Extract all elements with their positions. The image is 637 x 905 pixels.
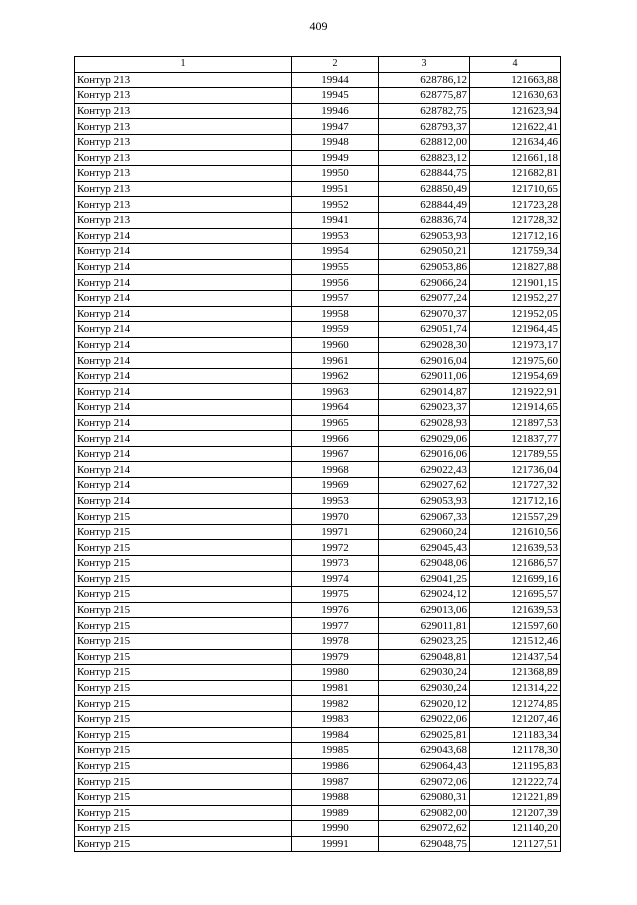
y-coordinate-cell: 121901,15 [470, 275, 561, 291]
point-number-cell: 19951 [292, 181, 379, 197]
contour-name-cell: Контур 215 [75, 743, 292, 759]
x-coordinate-cell: 629023,37 [379, 400, 470, 416]
table-row [75, 166, 561, 182]
point-number-cell: 19990 [292, 821, 379, 837]
table-row [75, 618, 561, 634]
point-number-cell: 19941 [292, 212, 379, 228]
contour-name-cell: Контур 215 [75, 774, 292, 790]
contour-name-cell: Контур 214 [75, 275, 292, 291]
y-coordinate-cell: 121207,46 [470, 711, 561, 727]
point-number-cell: 19954 [292, 244, 379, 260]
y-coordinate-cell: 121952,27 [470, 290, 561, 306]
y-coordinate-cell: 121178,30 [470, 743, 561, 759]
x-coordinate-cell: 629023,25 [379, 633, 470, 649]
table-body [75, 72, 561, 852]
point-number-cell: 19991 [292, 836, 379, 852]
contour-name-cell: Контур 214 [75, 322, 292, 338]
table-row [75, 88, 561, 104]
contour-name-cell: Контур 215 [75, 696, 292, 712]
table-row [75, 805, 561, 821]
point-number-cell: 19955 [292, 259, 379, 275]
contour-name-cell: Контур 215 [75, 665, 292, 681]
x-coordinate-cell: 629070,37 [379, 306, 470, 322]
contour-name-cell: Контур 214 [75, 290, 292, 306]
x-coordinate-cell: 629030,24 [379, 665, 470, 681]
table-row [75, 290, 561, 306]
y-coordinate-cell: 121597,60 [470, 618, 561, 634]
y-coordinate-cell: 121973,17 [470, 337, 561, 353]
x-coordinate-cell: 628793,37 [379, 119, 470, 135]
y-coordinate-cell: 121837,77 [470, 431, 561, 447]
table-row [75, 322, 561, 338]
x-coordinate-cell: 629024,12 [379, 587, 470, 603]
point-number-cell: 19959 [292, 322, 379, 338]
contour-name-cell: Контур 213 [75, 212, 292, 228]
y-coordinate-cell: 121274,85 [470, 696, 561, 712]
point-number-cell: 19965 [292, 415, 379, 431]
point-number-cell: 19977 [292, 618, 379, 634]
contour-name-cell: Контур 215 [75, 556, 292, 572]
point-number-cell: 19969 [292, 478, 379, 494]
point-number-cell: 19984 [292, 727, 379, 743]
table-row [75, 509, 561, 525]
contour-name-cell: Контур 213 [75, 150, 292, 166]
y-coordinate-cell: 121512,46 [470, 633, 561, 649]
table-row [75, 556, 561, 572]
x-coordinate-cell: 628844,75 [379, 166, 470, 182]
contour-name-cell: Контур 215 [75, 633, 292, 649]
table-row [75, 587, 561, 603]
y-coordinate-cell: 121728,32 [470, 212, 561, 228]
y-coordinate-cell: 121183,34 [470, 727, 561, 743]
x-coordinate-cell: 629022,06 [379, 711, 470, 727]
x-coordinate-cell: 629029,06 [379, 431, 470, 447]
x-coordinate-cell: 629048,75 [379, 836, 470, 852]
point-number-cell: 19962 [292, 368, 379, 384]
x-coordinate-cell: 628844,49 [379, 197, 470, 213]
x-coordinate-cell: 629053,93 [379, 228, 470, 244]
point-number-cell: 19963 [292, 384, 379, 400]
y-coordinate-cell: 121699,16 [470, 571, 561, 587]
point-number-cell: 19968 [292, 462, 379, 478]
point-number-cell: 19946 [292, 103, 379, 119]
y-coordinate-cell: 121897,53 [470, 415, 561, 431]
table-row [75, 353, 561, 369]
y-coordinate-cell: 121975,60 [470, 353, 561, 369]
x-coordinate-cell: 628782,75 [379, 103, 470, 119]
contour-name-cell: Контур 215 [75, 789, 292, 805]
contour-name-cell: Контур 214 [75, 228, 292, 244]
y-coordinate-cell: 121952,05 [470, 306, 561, 322]
table-row [75, 774, 561, 790]
x-coordinate-cell: 629066,24 [379, 275, 470, 291]
point-number-cell: 19989 [292, 805, 379, 821]
x-coordinate-cell: 629028,30 [379, 337, 470, 353]
y-coordinate-cell: 121922,91 [470, 384, 561, 400]
table-row [75, 711, 561, 727]
contour-name-cell: Контур 214 [75, 244, 292, 260]
table-row [75, 821, 561, 837]
contour-name-cell: Контур 215 [75, 540, 292, 556]
table-row [75, 306, 561, 322]
y-coordinate-cell: 121686,57 [470, 556, 561, 572]
y-coordinate-cell: 121622,41 [470, 119, 561, 135]
x-coordinate-cell: 628775,87 [379, 88, 470, 104]
contour-name-cell: Контур 214 [75, 462, 292, 478]
point-number-cell: 19953 [292, 228, 379, 244]
table-row [75, 337, 561, 353]
table-row [75, 119, 561, 135]
point-number-cell: 19974 [292, 571, 379, 587]
y-coordinate-cell: 121661,18 [470, 150, 561, 166]
x-coordinate-cell: 628786,12 [379, 72, 470, 88]
point-number-cell: 19964 [292, 400, 379, 416]
contour-name-cell: Контур 215 [75, 727, 292, 743]
table-row [75, 680, 561, 696]
contour-name-cell: Контур 215 [75, 680, 292, 696]
x-coordinate-cell: 629048,81 [379, 649, 470, 665]
table-row [75, 103, 561, 119]
x-coordinate-cell: 629030,24 [379, 680, 470, 696]
x-coordinate-cell: 629080,31 [379, 789, 470, 805]
contour-name-cell: Контур 213 [75, 166, 292, 182]
x-coordinate-cell: 629051,74 [379, 322, 470, 338]
y-coordinate-cell: 121759,34 [470, 244, 561, 260]
table-row [75, 244, 561, 260]
contour-name-cell: Контур 213 [75, 197, 292, 213]
point-number-cell: 19967 [292, 446, 379, 462]
contour-name-cell: Контур 215 [75, 587, 292, 603]
y-coordinate-cell: 121127,51 [470, 836, 561, 852]
table-row [75, 228, 561, 244]
x-coordinate-cell: 629050,21 [379, 244, 470, 260]
x-coordinate-cell: 629067,33 [379, 509, 470, 525]
table-row [75, 836, 561, 852]
contour-name-cell: Контур 214 [75, 306, 292, 322]
table-row [75, 384, 561, 400]
x-coordinate-cell: 629020,12 [379, 696, 470, 712]
contour-name-cell: Контур 214 [75, 446, 292, 462]
table-row [75, 197, 561, 213]
page-number: 409 [309, 19, 328, 33]
y-coordinate-cell: 121736,04 [470, 462, 561, 478]
y-coordinate-cell: 121195,83 [470, 758, 561, 774]
table-row [75, 696, 561, 712]
contour-name-cell: Контур 215 [75, 711, 292, 727]
x-coordinate-cell: 628812,00 [379, 134, 470, 150]
y-coordinate-cell: 121623,94 [470, 103, 561, 119]
point-number-cell: 19980 [292, 665, 379, 681]
contour-name-cell: Контур 214 [75, 478, 292, 494]
point-number-cell: 19986 [292, 758, 379, 774]
point-number-cell: 19966 [292, 431, 379, 447]
x-coordinate-cell: 629060,24 [379, 524, 470, 540]
contour-name-cell: Контур 214 [75, 337, 292, 353]
x-coordinate-cell: 629077,24 [379, 290, 470, 306]
y-coordinate-cell: 121827,88 [470, 259, 561, 275]
x-coordinate-cell: 629011,06 [379, 368, 470, 384]
x-coordinate-cell: 629013,06 [379, 602, 470, 618]
y-coordinate-cell: 121557,29 [470, 509, 561, 525]
table-row [75, 462, 561, 478]
contour-name-cell: Контур 214 [75, 368, 292, 384]
point-number-cell: 19970 [292, 509, 379, 525]
point-number-cell: 19952 [292, 197, 379, 213]
contour-name-cell: Контур 215 [75, 821, 292, 837]
x-coordinate-cell: 628823,12 [379, 150, 470, 166]
y-coordinate-cell: 121695,57 [470, 587, 561, 603]
point-number-cell: 19973 [292, 556, 379, 572]
y-coordinate-cell: 121914,65 [470, 400, 561, 416]
x-coordinate-cell: 629053,93 [379, 493, 470, 509]
contour-name-cell: Контур 214 [75, 400, 292, 416]
contour-name-cell: Контур 215 [75, 649, 292, 665]
x-coordinate-cell: 629082,00 [379, 805, 470, 821]
x-coordinate-cell: 629064,43 [379, 758, 470, 774]
point-number-cell: 19961 [292, 353, 379, 369]
contour-name-cell: Контур 215 [75, 805, 292, 821]
y-coordinate-cell: 121954,69 [470, 368, 561, 384]
x-coordinate-cell: 629016,04 [379, 353, 470, 369]
table-row [75, 212, 561, 228]
contour-name-cell: Контур 213 [75, 72, 292, 88]
table-row [75, 649, 561, 665]
contour-name-cell: Контур 215 [75, 836, 292, 852]
x-coordinate-cell: 629072,06 [379, 774, 470, 790]
table-row [75, 259, 561, 275]
table-row [75, 727, 561, 743]
point-number-cell: 19987 [292, 774, 379, 790]
table-row [75, 789, 561, 805]
contour-name-cell: Контур 213 [75, 134, 292, 150]
y-coordinate-cell: 121221,89 [470, 789, 561, 805]
point-number-cell: 19982 [292, 696, 379, 712]
column-header-2: 2 [292, 57, 379, 73]
point-number-cell: 19960 [292, 337, 379, 353]
x-coordinate-cell: 629025,81 [379, 727, 470, 743]
y-coordinate-cell: 121964,45 [470, 322, 561, 338]
contour-name-cell: Контур 215 [75, 509, 292, 525]
point-number-cell: 19949 [292, 150, 379, 166]
point-number-cell: 19953 [292, 493, 379, 509]
table-row [75, 758, 561, 774]
contour-name-cell: Контур 214 [75, 431, 292, 447]
point-number-cell: 19945 [292, 88, 379, 104]
y-coordinate-cell: 121368,89 [470, 665, 561, 681]
x-coordinate-cell: 628836,74 [379, 212, 470, 228]
y-coordinate-cell: 121663,88 [470, 72, 561, 88]
x-coordinate-cell: 629041,25 [379, 571, 470, 587]
x-coordinate-cell: 629027,62 [379, 478, 470, 494]
y-coordinate-cell: 121634,46 [470, 134, 561, 150]
point-number-cell: 19972 [292, 540, 379, 556]
x-coordinate-cell: 629014,87 [379, 384, 470, 400]
table-row [75, 633, 561, 649]
table-row [75, 368, 561, 384]
x-coordinate-cell: 629011,81 [379, 618, 470, 634]
point-number-cell: 19981 [292, 680, 379, 696]
point-number-cell: 19978 [292, 633, 379, 649]
point-number-cell: 19979 [292, 649, 379, 665]
y-coordinate-cell: 121610,56 [470, 524, 561, 540]
table-row [75, 415, 561, 431]
point-number-cell: 19985 [292, 743, 379, 759]
contour-name-cell: Контур 214 [75, 353, 292, 369]
point-number-cell: 19958 [292, 306, 379, 322]
x-coordinate-cell: 628850,49 [379, 181, 470, 197]
table-row [75, 181, 561, 197]
contour-name-cell: Контур 214 [75, 384, 292, 400]
table-row [75, 571, 561, 587]
point-number-cell: 19947 [292, 119, 379, 135]
point-number-cell: 19983 [292, 711, 379, 727]
table-row [75, 431, 561, 447]
contour-name-cell: Контур 213 [75, 181, 292, 197]
contour-name-cell: Контур 215 [75, 618, 292, 634]
y-coordinate-cell: 121712,16 [470, 228, 561, 244]
contour-name-cell: Контур 214 [75, 493, 292, 509]
table-row [75, 743, 561, 759]
contour-name-cell: Контур 215 [75, 524, 292, 540]
point-number-cell: 19950 [292, 166, 379, 182]
contour-name-cell: Контур 213 [75, 103, 292, 119]
table-row [75, 275, 561, 291]
point-number-cell: 19988 [292, 789, 379, 805]
y-coordinate-cell: 121682,81 [470, 166, 561, 182]
y-coordinate-cell: 121727,32 [470, 478, 561, 494]
point-number-cell: 19956 [292, 275, 379, 291]
table-row [75, 602, 561, 618]
y-coordinate-cell: 121789,55 [470, 446, 561, 462]
y-coordinate-cell: 121712,16 [470, 493, 561, 509]
column-header-4: 4 [470, 57, 561, 73]
table-row [75, 150, 561, 166]
y-coordinate-cell: 121222,74 [470, 774, 561, 790]
point-number-cell: 19944 [292, 72, 379, 88]
point-number-cell: 19948 [292, 134, 379, 150]
table-row [75, 478, 561, 494]
contour-name-cell: Контур 215 [75, 602, 292, 618]
y-coordinate-cell: 121437,54 [470, 649, 561, 665]
contour-name-cell: Контур 214 [75, 259, 292, 275]
y-coordinate-cell: 121140,20 [470, 821, 561, 837]
x-coordinate-cell: 629045,43 [379, 540, 470, 556]
point-number-cell: 19976 [292, 602, 379, 618]
y-coordinate-cell: 121630,63 [470, 88, 561, 104]
table-row [75, 446, 561, 462]
y-coordinate-cell: 121314,22 [470, 680, 561, 696]
y-coordinate-cell: 121710,65 [470, 181, 561, 197]
contour-name-cell: Контур 213 [75, 119, 292, 135]
table-row [75, 400, 561, 416]
x-coordinate-cell: 629072,62 [379, 821, 470, 837]
y-coordinate-cell: 121639,53 [470, 540, 561, 556]
contour-name-cell: Контур 214 [75, 415, 292, 431]
x-coordinate-cell: 629028,93 [379, 415, 470, 431]
contour-name-cell: Контур 215 [75, 758, 292, 774]
x-coordinate-cell: 629043,68 [379, 743, 470, 759]
table-row [75, 493, 561, 509]
y-coordinate-cell: 121639,53 [470, 602, 561, 618]
x-coordinate-cell: 629016,06 [379, 446, 470, 462]
point-number-cell: 19957 [292, 290, 379, 306]
contour-name-cell: Контур 215 [75, 571, 292, 587]
table-header-row [75, 57, 561, 73]
table-row [75, 540, 561, 556]
table-row [75, 524, 561, 540]
column-header-3: 3 [379, 57, 470, 73]
point-number-cell: 19971 [292, 524, 379, 540]
table-row [75, 665, 561, 681]
x-coordinate-cell: 629053,86 [379, 259, 470, 275]
column-header-1: 1 [75, 57, 292, 73]
x-coordinate-cell: 629022,43 [379, 462, 470, 478]
y-coordinate-cell: 121207,39 [470, 805, 561, 821]
table-row [75, 134, 561, 150]
coordinates-table [74, 56, 561, 852]
x-coordinate-cell: 629048,06 [379, 556, 470, 572]
table-row [75, 72, 561, 88]
point-number-cell: 19975 [292, 587, 379, 603]
y-coordinate-cell: 121723,28 [470, 197, 561, 213]
contour-name-cell: Контур 213 [75, 88, 292, 104]
